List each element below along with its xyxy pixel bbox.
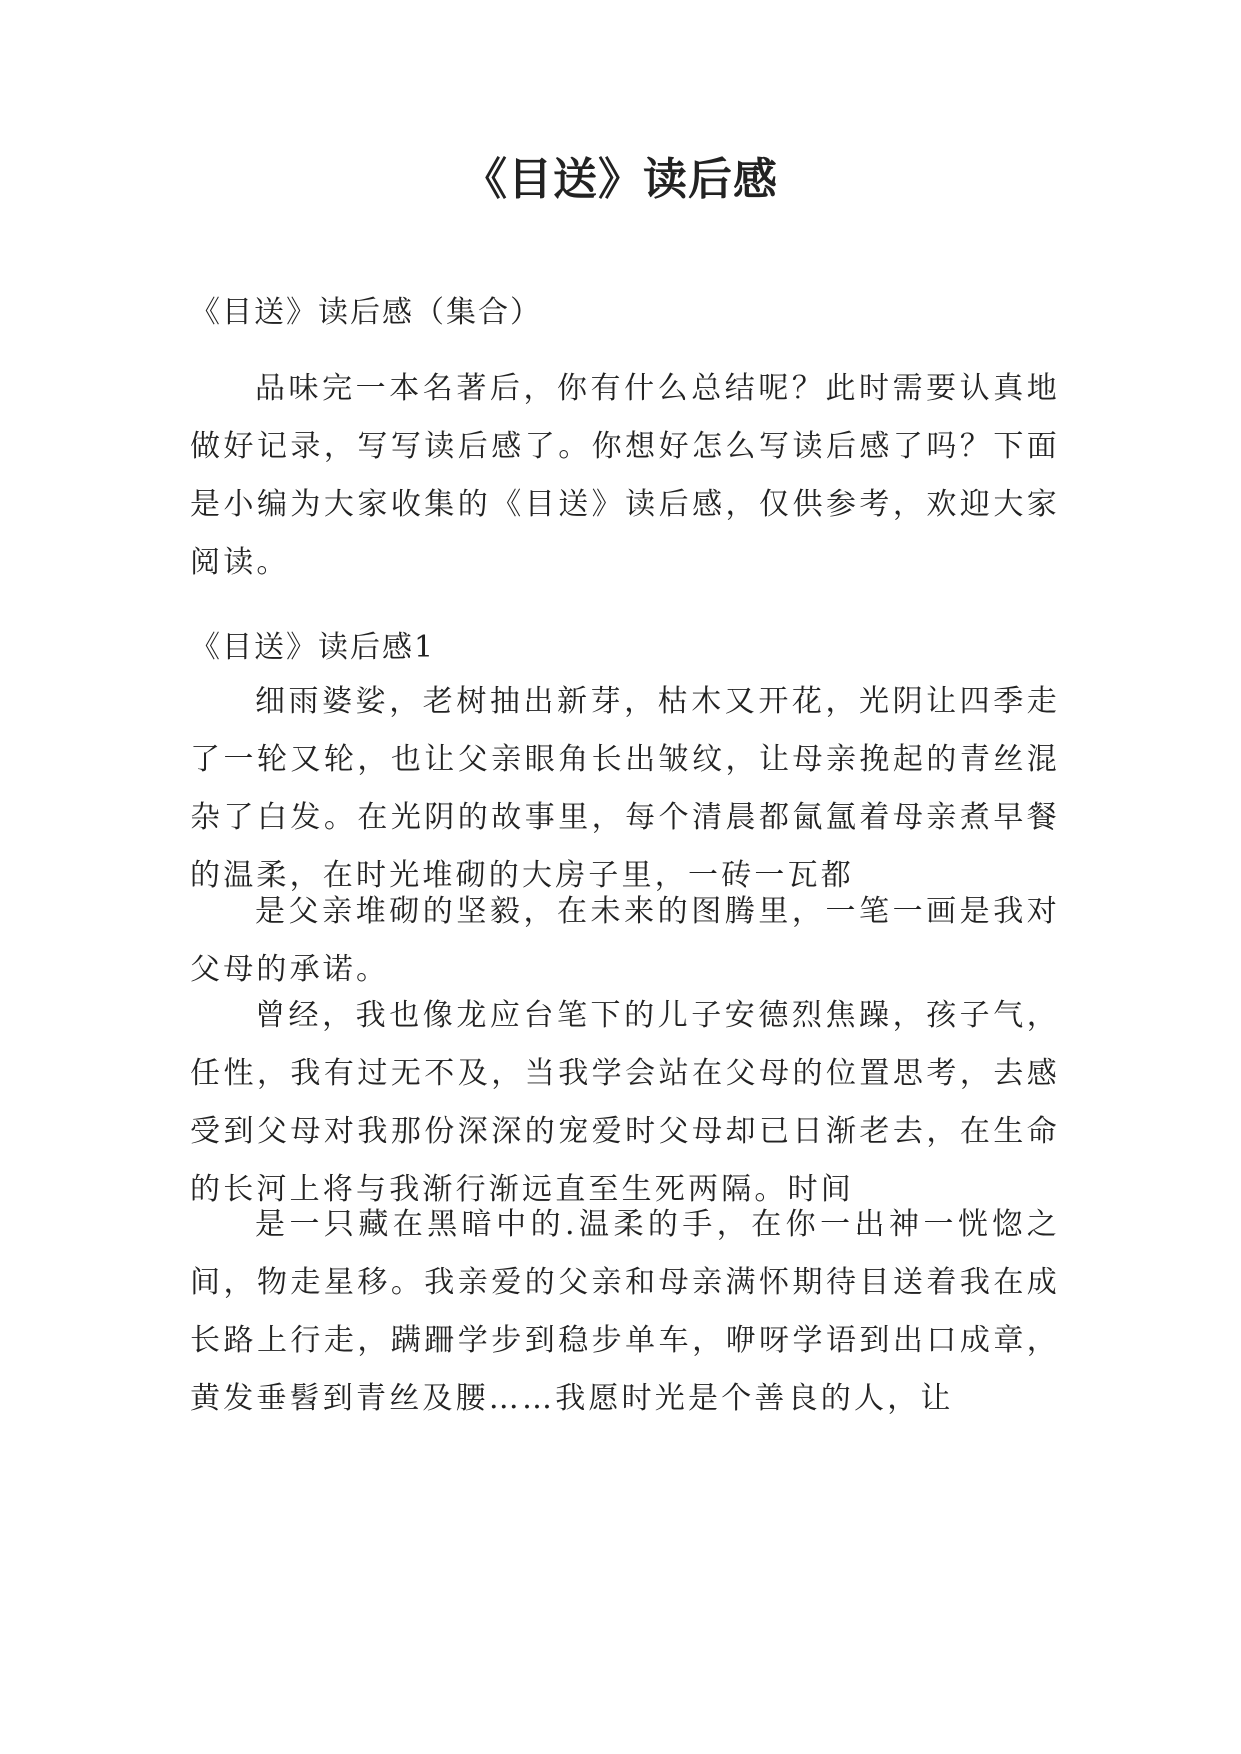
document-subtitle: 《目送》读后感（集合） bbox=[190, 295, 542, 330]
intro-paragraph: 品味完一本名著后，你有什么总结呢？此时需要认真地做好记录，写写读后感了。你想好怎么写读后感了吗？下面是小编为大家收集的《目送》读后感，仅供参考，欢迎大家阅读。 bbox=[190, 371, 1060, 580]
body-paragraph-3: 曾经，我也像龙应台笔下的儿子安德烈焦躁，孩子气，任性，我有过无不及，当我学会站在父母的位置思考，去感受到父母对我那份深深的宠爱时父母却已日渐老去，在生命的长河上将与我渐行渐远直至生死两隔。时间 bbox=[190, 998, 1060, 1207]
body-paragraph-1: 细雨婆娑，老树抽出新芽，枯木又开花，光阴让四季走了一轮又轮，也让父亲眼角长出皱纹，让母亲挽起的青丝混杂了白发。在光阴的故事里，每个清晨都氤氲着母亲煮早餐的温柔，在时光堆砌的大房子里，一砖一瓦都 bbox=[190, 684, 1060, 893]
document-title: 《目送》读后感 bbox=[463, 154, 778, 205]
body-paragraph-4: 是一只藏在黑暗中的.温柔的手，在你一出神一恍惚之间，物走星移。我亲爱的父亲和母亲满怀期待目送着我在成长路上行走，蹒跚学步到稳步单车，咿呀学语到出口成章，黄发垂髫到青丝及腰……我愿时光是个善良的人，让 bbox=[190, 1207, 1060, 1416]
section-heading: 《目送》读后感1 bbox=[190, 630, 436, 665]
body-paragraph-2: 是父亲堆砌的坚毅，在未来的图腾里，一笔一画是我对父母的承诺。 bbox=[190, 894, 1060, 987]
